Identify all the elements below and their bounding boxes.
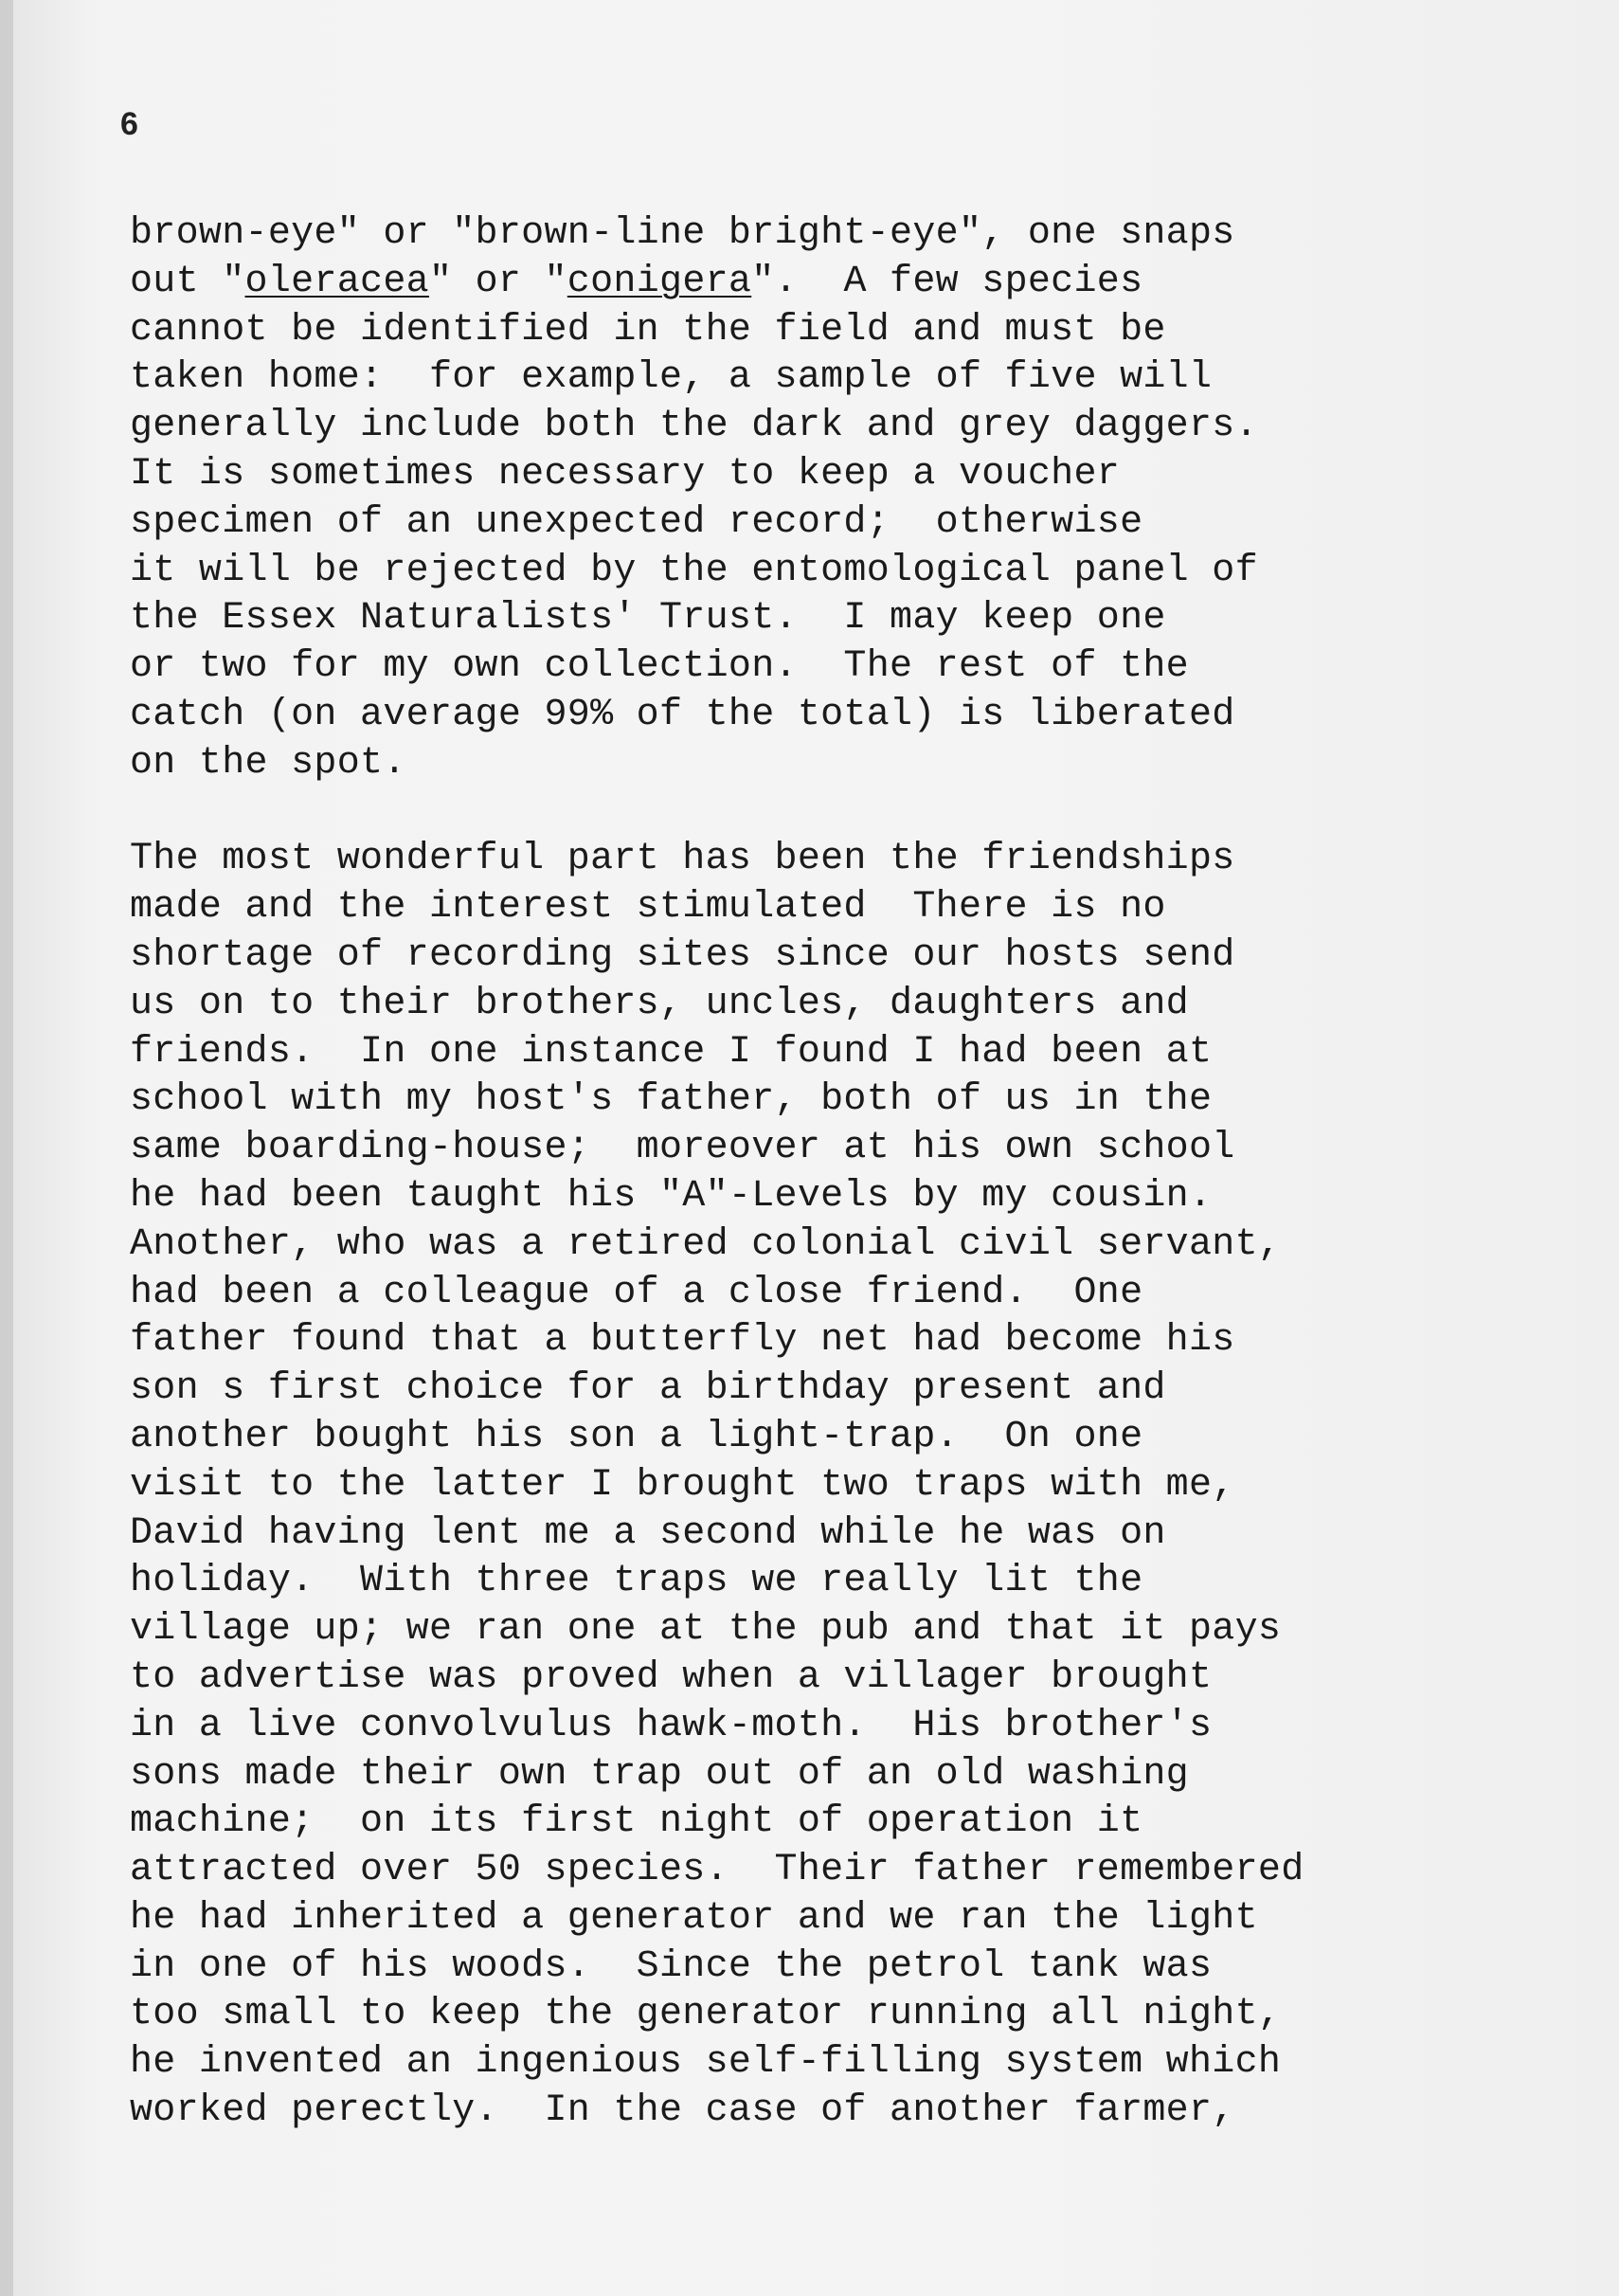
text-line: generally include both the dark and grey daggers. bbox=[130, 405, 1258, 448]
text-line: school with my host's father, both of us in the bbox=[130, 1078, 1213, 1122]
text-line: he had been taught his "A"-Levels by my cousin. bbox=[130, 1174, 1213, 1218]
text-line: us on to their brothers, uncles, daughters and bbox=[130, 982, 1189, 1025]
underlined-species-name: conigera bbox=[567, 260, 752, 303]
text-line: friends. In one instance I found I had been at bbox=[130, 1030, 1213, 1074]
text-line: in a live convolvulus hawk-moth. His brother's bbox=[130, 1704, 1213, 1747]
text-line: specimen of an unexpected record; otherwise bbox=[130, 500, 1143, 544]
text-line: he had inherited a generator and we ran the light bbox=[130, 1896, 1258, 1940]
text-line bbox=[130, 259, 1608, 307]
text-line: made and the interest stimulated There is no bbox=[130, 886, 1166, 930]
underlined-species-name: oleracea bbox=[244, 260, 429, 303]
text-line: cannot be identified in the field and must be bbox=[130, 308, 1166, 352]
text-line: machine; on its first night of operation it bbox=[130, 1800, 1143, 1844]
page-spine-shadow bbox=[0, 0, 13, 2296]
text-line: catch (on average 99% of the total) is liberated bbox=[130, 693, 1235, 736]
text-line: taken home: for example, a sample of five will bbox=[130, 356, 1213, 400]
text-line: It is sometimes necessary to keep a voucher bbox=[130, 452, 1121, 496]
text-line: worked perectly. In the case of another farmer, bbox=[130, 2089, 1235, 2133]
text-line: sons made their own trap out of an old washing bbox=[130, 1752, 1189, 1796]
text-line: or two for my own collection. The rest of the bbox=[130, 645, 1189, 689]
text-line: too small to keep the generator running all night, bbox=[130, 1993, 1282, 2036]
text-line: holiday. With three traps we really lit the bbox=[130, 1560, 1143, 1603]
text-line: village up; we ran one at the pub and that it pays bbox=[130, 1608, 1282, 1652]
paragraph-gap bbox=[130, 788, 1608, 837]
text-line: another bought his son a light-trap. On one bbox=[130, 1415, 1143, 1458]
text-segment: out " bbox=[130, 260, 245, 303]
text-line: visit to the latter I brought two traps with me, bbox=[130, 1463, 1235, 1507]
text-line: The most wonderful part has been the friendships bbox=[130, 838, 1235, 881]
text-line: to advertise was proved when a villager brought bbox=[130, 1655, 1213, 1699]
text-line: son s first choice for a birthday present and bbox=[130, 1367, 1166, 1411]
text-line: brown-eye" or "brown-line bright-eye", one snaps bbox=[130, 212, 1235, 255]
text-line: it will be rejected by the entomological panel of bbox=[130, 549, 1258, 592]
text-line: on the spot. bbox=[130, 741, 406, 785]
text-line: Another, who was a retired colonial civil servant, bbox=[130, 1222, 1282, 1266]
text-line: same boarding-house; moreover at his own school bbox=[130, 1127, 1235, 1170]
text-line: David having lent me a second while he was on bbox=[130, 1511, 1166, 1555]
text-line: attracted over 50 species. Their father remembered bbox=[130, 1849, 1304, 1892]
text-segment: " or " bbox=[428, 260, 567, 303]
text-line: father found that a butterfly net had become his bbox=[130, 1319, 1235, 1363]
text-line: he invented an ingenious self-filling system which bbox=[130, 2041, 1282, 2085]
text-segment: ". A few species bbox=[751, 260, 1143, 303]
page-number: 6 bbox=[120, 106, 138, 142]
text-line: in one of his woods. Since the petrol tank was bbox=[130, 1944, 1213, 1988]
text-line: shortage of recording sites since our hosts send bbox=[130, 933, 1235, 977]
body-text bbox=[130, 210, 1608, 2136]
text-line: had been a colleague of a close friend. One bbox=[130, 1271, 1143, 1314]
text-line: the Essex Naturalists' Trust. I may keep one bbox=[130, 597, 1166, 641]
